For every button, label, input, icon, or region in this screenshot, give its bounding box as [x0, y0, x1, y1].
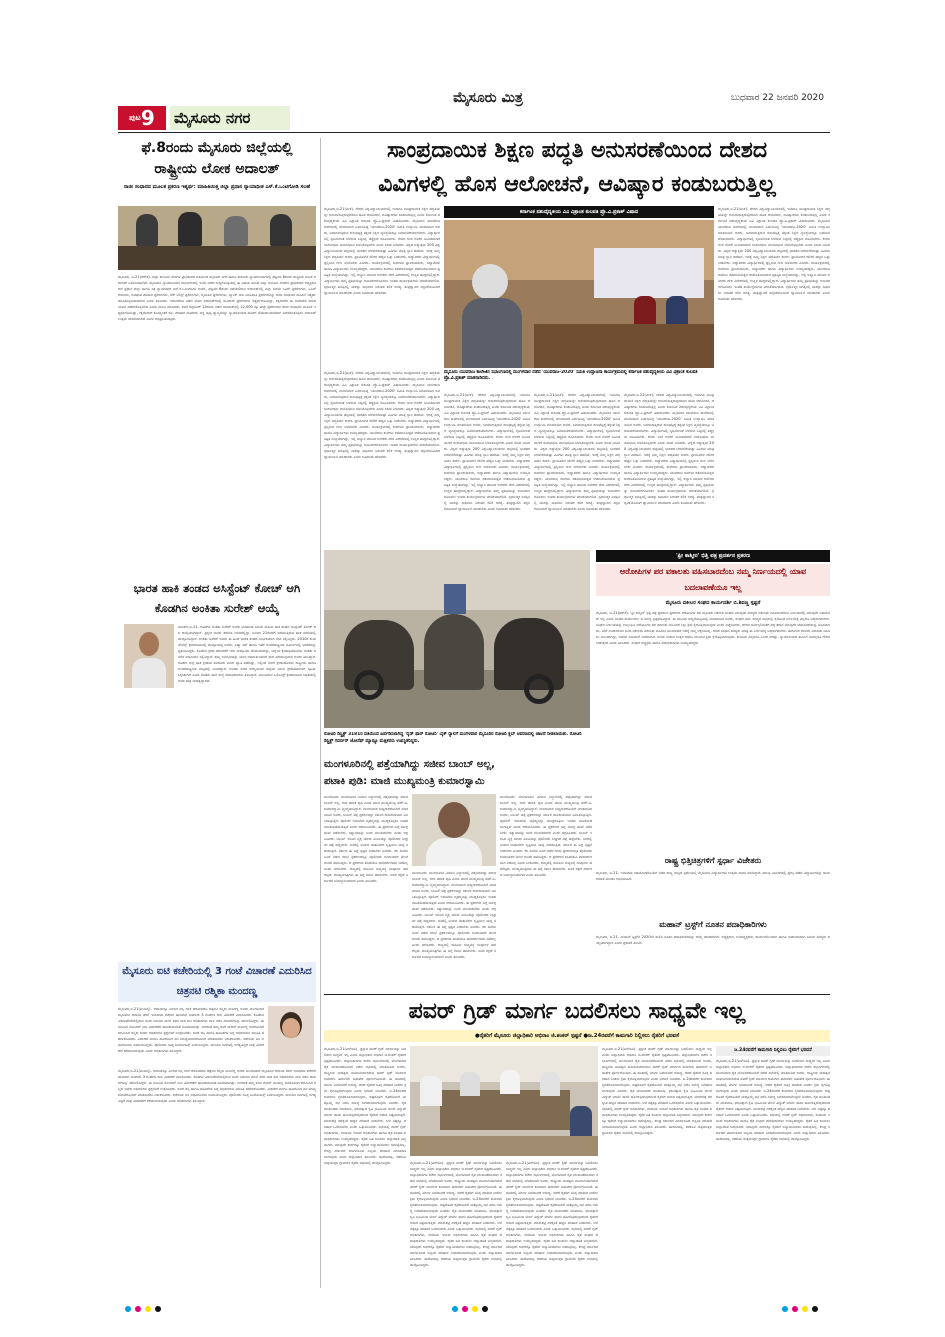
column-rule — [320, 138, 321, 1288]
ankitha-photo — [124, 624, 174, 688]
skating-headline: ರಾಷ್ಟ್ರ ಭಿತ್ತಿಚಿತ್ರಗಳಿಗೆ ಸ್ಪರ್ಧಾ ವಿಜೇತರು — [664, 856, 762, 865]
education-photo-caption: ಮೈಸೂರು ಯುವರಾಜ ಕಾಲೇಜಿನ ಸಭಾಂಗಣದಲ್ಲಿ ಮಂಗಳವಾರ ನಡೆದ 'ಯುವರಾಜ-2020' ಸಮಿತಿ ಉದ್ಘಾಟನಾ ಕಾರ್ಯಕ್ರಮದಲ್ಲಿ ಕರ್ನಾಟಕ ಪಶುವೈದ್ಯಕೀಯ ವಿವಿ ವಿಶ್ರಾಂತ ಕುಲಪತಿ ಪ್ರೊ.ವಿ.ಪ್ರಕಾಶ್ ಮಾತನಾಡಿದರು. — [444, 370, 698, 381]
trust-headline: ಮಹಾನ್ ಟ್ರಸ್ಟ್‌ಗೆ ನೂತನ ಪದಾಧಿಕಾರಿಗಳು — [659, 920, 767, 929]
bomb-body-2: ಮಂಗಳೂರು: ಮಂಗಳೂರಿನ ವಿಮಾನ ನಿಲ್ದಾಣದಲ್ಲಿ ಪತ್ತೆಯಾಗಿದ್ದು ಸಜೀವ ಬಾಂಬ್ ಅಲ್ಲ, ಅದು ಪಟಾಕಿ ಪುಡಿ ಎಂದು ಮಾಜಿ ಮುಖ್ಯಮಂತ್ರಿ ಹೆಚ್.ಡಿ.ಕುಮಾರಸ್ವಾಮಿ ವ್ಯಂಗ್ಯವಾಡಿದ್ದಾರೆ. ಮಂಗಳವಾರ ಸುದ್ದಿಗಾರರೊಂದಿಗೆ ಮಾತನಾಡಿದ ಅವರು, ಬಾಂಬ್ ಪತ್ತೆ ಪ್ರಕರಣವನ್ನು ಸರ್ಕಾರ ರಾಜಕೀಯವಾಗಿ ಬಳಸಿಕೊಳ್ಳುತ್ತಿದೆ. ಪೊಲೀಸ್ ಇಲಾಖೆಯ ವೈಫಲ್ಯವನ್ನು ಮುಚ್ಚಿಕೊಳ್ಳಲು ಇಂತಹ ನಾಟಕವಾಡಲಾಗುತ್ತಿದೆ ಎಂದು ಆರೋಪಿಸಿದರು. ಈ ಪ್ರಕರಣದ ಬಗ್ಗೆ ಸಮಗ್ರ ತನಿಖೆ ನಡೆಸಬೇಕು. ಸತ್ಯಾಂಶವನ್ನು ಜನರ ಮುಂದಿಡಬೇಕು ಎಂದು ಆಗ್ರಹಿಸಿದರು. ಬಾಂಬ್ ಇರಿಸಿದ ವ್ಯಕ್ತಿ ಯಾರು ಎಂಬುದನ್ನು ಪೊಲೀಸರು ಶೀಘ್ರವೇ ಪತ್ತೆ ಹಚ್ಚಬೇಕು. ಜನರಲ್ಲಿ ಭಯದ ವಾತಾವರಣ ಸೃಷ್ಟಿಸುವ ಯತ್ನ ನಡೆಯುತ್ತಿದೆ. ಸರ್ಕಾರ ಈ ಬಗ್ಗೆ ಸ್ಪಷ್ಟನೆ ನೀಡಬೇಕು ಎಂದರು. ಕೆಲ ದಿನಗಳ ಹಿಂದೆ ನಡೆದ ಗಲಭೆ ಪ್ರಕರಣದಲ್ಲೂ ಪೊಲೀಸರು ಅಮಾಯಕರ ಮೇಲೆ ಗುಂಡು ಹಾರಿಸಿದ್ದರು. ಆ ಪ್ರಕರಣದ ತನಿಖೆಯೂ ಪಾರದರ್ಶಕವಾಗಿ ನಡೆದಿಲ್ಲ ಎಂದು ಟೀಕಿಸಿದರು. ರಾಜ್ಯದಲ್ಲಿ ಕಾನೂನು ಸುವ್ಯವಸ್ಥೆ ಸಂಪೂರ್ಣ ಹದಗೆಟ್ಟಿದೆ. ಮುಖ್ಯಮಂತ್ರಿಗಳು ಈ ಬಗ್ಗೆ ಗಮನ ಹರಿಸಬೇಕು. ಜನರ ರಕ್ಷಣೆ ಸರ್ಕಾರದ ಜವಾಬ್ದಾರಿಯಾಗಿದೆ ಎಂದು ತಿಳಿಸಿದರು. — [412, 871, 496, 959]
education-body-left2: ಮೈಸೂರು,ಜ.21(ಎಂಕೆ)- ದೇಶದ ವಿಶ್ವವಿದ್ಯಾನಿಲಯಗಳಲ್ಲಿ ಇಂದಿಗೂ ಸಾಂಪ್ರದಾಯಿಕ ಶಿಕ್ಷಣ ಪದ್ಧತಿಯನ್ನೇ ಅನುಸರಿಸುತ್ತಿರುವುದರಿಂದ ಹೊಸ ಆಲೋಚನೆ, ಆವಿಷ್ಕಾರಗಳು ಕಂಡುಬರುತ್ತಿಲ್ಲ ಎಂದು ಕರ್ನಾಟಕ ಪಶುವೈದ್ಯಕೀಯ ವಿವಿ ವಿಶ್ರಾಂತ ಕುಲಪತಿ ಪ್ರೊ.ವಿ.ಪ್ರಕಾಶ್ ವಿಷಾದಿಸಿದರು. ಮೈಸೂರಿನ ಯುವರಾಜ ಕಾಲೇಜಿನಲ್ಲಿ ಮಂಗಳವಾರ ಏರ್ಪಡಿಸಿದ್ದ 'ಯುವರಾಜ-2020' ಸಮಿತಿ ಉದ್ಘಾಟಿಸಿ ಮಾತನಾಡಿದ ಅವರು, ಬದಲಾಗುತ್ತಿರುವ ಕಾಲಘಟ್ಟಕ್ಕೆ ತಕ್ಕಂತೆ ಶಿಕ್ಷಣ ವ್ಯವಸ್ಥೆಯಲ್ಲೂ ಬದಲಾವಣೆಯಾಗಬೇಕು. ವಿದ್ಯಾರ್ಥಿಗಳಲ್ಲಿ ಸೃಜನಶೀಲತೆ ಬೆಳೆಸುವ ನಿಟ್ಟಿನಲ್ಲಿ ಪಠ್ಯಕ್ರಮ ರೂಪಿಸಬೇಕು. ಕೇವಲ ಅಂಕ ಗಳಿಕೆಗೆ ಸೀಮಿತವಾಗದೆ ಸಂಶೋಧನಾ ಮನೋಭಾವ ಬೆಳೆಸಿಕೊಳ್ಳಬೇಕು ಎಂದು ಸಲಹೆ ನೀಡಿದರು. ವಿಶ್ವದ ಅತ್ಯುತ್ತಮ 200 ವಿಶ್ವವಿದ್ಯಾನಿಲಯಗಳ ಪಟ್ಟಿಯಲ್ಲಿ ಭಾರತದ ಬೆರಳೆಣಿಕೆಯಷ್ಟು ವಿವಿಗಳು ಮಾತ್ರ ಸ್ಥಾನ ಪಡೆದಿವೆ. ಇದಕ್ಕೆ ನಮ್ಮ ಶಿಕ್ಷಣ ಪದ್ಧತಿಯೇ ಕಾರಣ. ಪ್ರಾಯೋಗಿಕ ಕಲಿಕೆಗೆ ಹೆಚ್ಚಿನ ಒತ್ತು ನೀಡಬೇಕು. ಅಧ್ಯಾಪಕರು ವಿದ್ಯಾರ್ಥಿಗಳಲ್ಲಿ ಪ್ರಶ್ನಿಸುವ ಗುಣ ಬೆಳೆಸಬೇಕು ಎಂದರು. ಕಾರ್ಯಕ್ರಮದಲ್ಲಿ ಕಾಲೇಜಿನ ಪ್ರಾಂಶುಪಾಲರು, ಅಧ್ಯಾಪಕರು ಹಾಗೂ ವಿದ್ಯಾರ್ಥಿಗಳು ಉಪಸ್ಥಿತರಿದ್ದರು. ಯುವರಾಜ ಕಾಲೇಜು ಶತಮಾನೋತ್ಸವ ಆಚರಿಸಿಕೊಂಡಿರುವ ಪ್ರತಿಷ್ಠಿತ ಸಂಸ್ಥೆಯಾಗಿದ್ದು, ಇಲ್ಲಿ ಅಭ್ಯಾಸ ಮಾಡಿದ ಅನೇಕರು ದೇಶ ವಿದೇಶಗಳಲ್ಲಿ ಉನ್ನತ ಹುದ್ದೆಗಳಲ್ಲಿದ್ದಾರೆ. ವಿದ್ಯಾರ್ಥಿಗಳು ತಮ್ಮ ಪ್ರತಿಭೆಯನ್ನು ಅನಾವರಣಗೊಳಿಸಲು ಇಂತಹ ಕಾರ್ಯಕ್ರಮಗಳು ವೇದಿಕೆಯಾಗಲಿವೆ. ಸ್ಪರ್ಧಾತ್ಮಕ ಜಗತ್ತಿನಲ್ಲಿ ಯಶಸ್ಸು ಸಾಧಿಸಲು ನಿರಂತರ ಕಲಿಕೆ ಅಗತ್ಯ. ತಂತ್ರಜ್ಞಾನದ ಸದ್ಬಳಕೆಯೊಂದಿಗೆ ಜ್ಞಾನಾರ್ಜನೆ ಮಾಡಬೇಕು ಎಂದು ಕಿವಿಮಾತು ಹೇಳಿದರು. — [324, 371, 440, 459]
kashmir-story — [596, 550, 830, 850]
lok-adalat-photo — [118, 206, 316, 270]
print-dot-magenta — [462, 1306, 468, 1312]
print-dot-yellow — [145, 1306, 151, 1312]
education-body-left: ಮೈಸೂರು,ಜ.21(ಎಂಕೆ)- ದೇಶದ ವಿಶ್ವವಿದ್ಯಾನಿಲಯಗಳಲ್ಲಿ ಇಂದಿಗೂ ಸಾಂಪ್ರದಾಯಿಕ ಶಿಕ್ಷಣ ಪದ್ಧತಿಯನ್ನೇ ಅನುಸರಿಸುತ್ತಿರುವುದರಿಂದ ಹೊಸ ಆಲೋಚನೆ, ಆವಿಷ್ಕಾರಗಳು ಕಂಡುಬರುತ್ತಿಲ್ಲ ಎಂದು ಕರ್ನಾಟಕ ಪಶುವೈದ್ಯಕೀಯ ವಿವಿ ವಿಶ್ರಾಂತ ಕುಲಪತಿ ಪ್ರೊ.ವಿ.ಪ್ರಕಾಶ್ ವಿಷಾದಿಸಿದರು. ಮೈಸೂರಿನ ಯುವರಾಜ ಕಾಲೇಜಿನಲ್ಲಿ ಮಂಗಳವಾರ ಏರ್ಪಡಿಸಿದ್ದ 'ಯುವರಾಜ-2020' ಸಮಿತಿ ಉದ್ಘಾಟಿಸಿ ಮಾತನಾಡಿದ ಅವರು, ಬದಲಾಗುತ್ತಿರುವ ಕಾಲಘಟ್ಟಕ್ಕೆ ತಕ್ಕಂತೆ ಶಿಕ್ಷಣ ವ್ಯವಸ್ಥೆಯಲ್ಲೂ ಬದಲಾವಣೆಯಾಗಬೇಕು. ವಿದ್ಯಾರ್ಥಿಗಳಲ್ಲಿ ಸೃಜನಶೀಲತೆ ಬೆಳೆಸುವ ನಿಟ್ಟಿನಲ್ಲಿ ಪಠ್ಯಕ್ರಮ ರೂಪಿಸಬೇಕು. ಕೇವಲ ಅಂಕ ಗಳಿಕೆಗೆ ಸೀಮಿತವಾಗದೆ ಸಂಶೋಧನಾ ಮನೋಭಾವ ಬೆಳೆಸಿಕೊಳ್ಳಬೇಕು ಎಂದು ಸಲಹೆ ನೀಡಿದರು. ವಿಶ್ವದ ಅತ್ಯುತ್ತಮ 200 ವಿಶ್ವವಿದ್ಯಾನಿಲಯಗಳ ಪಟ್ಟಿಯಲ್ಲಿ ಭಾರತದ ಬೆರಳೆಣಿಕೆಯಷ್ಟು ವಿವಿಗಳು ಮಾತ್ರ ಸ್ಥಾನ ಪಡೆದಿವೆ. ಇದಕ್ಕೆ ನಮ್ಮ ಶಿಕ್ಷಣ ಪದ್ಧತಿಯೇ ಕಾರಣ. ಪ್ರಾಯೋಗಿಕ ಕಲಿಕೆಗೆ ಹೆಚ್ಚಿನ ಒತ್ತು ನೀಡಬೇಕು. ಅಧ್ಯಾಪಕರು ವಿದ್ಯಾರ್ಥಿಗಳಲ್ಲಿ ಪ್ರಶ್ನಿಸುವ ಗುಣ ಬೆಳೆಸಬೇಕು ಎಂದರು. ಕಾರ್ಯಕ್ರಮದಲ್ಲಿ ಕಾಲೇಜಿನ ಪ್ರಾಂಶುಪಾಲರು, ಅಧ್ಯಾಪಕರು ಹಾಗೂ ವಿದ್ಯಾರ್ಥಿಗಳು ಉಪಸ್ಥಿತರಿದ್ದರು. ಯುವರಾಜ ಕಾಲೇಜು ಶತಮಾನೋತ್ಸವ ಆಚರಿಸಿಕೊಂಡಿರುವ ಪ್ರತಿಷ್ಠಿತ ಸಂಸ್ಥೆಯಾಗಿದ್ದು, ಇಲ್ಲಿ ಅಭ್ಯಾಸ ಮಾಡಿದ ಅನೇಕರು ದೇಶ ವಿದೇಶಗಳಲ್ಲಿ ಉನ್ನತ ಹುದ್ದೆಗಳಲ್ಲಿದ್ದಾರೆ. ವಿದ್ಯಾರ್ಥಿಗಳು ತಮ್ಮ ಪ್ರತಿಭೆಯನ್ನು ಅನಾವರಣಗೊಳಿಸಲು ಇಂತಹ ಕಾರ್ಯಕ್ರಮಗಳು ವೇದಿಕೆಯಾಗಲಿವೆ. ಸ್ಪರ್ಧಾತ್ಮಕ ಜಗತ್ತಿನಲ್ಲಿ ಯಶಸ್ಸು ಸಾಧಿಸಲು ನಿರಂತರ ಕಲಿಕೆ ಅಗತ್ಯ. ತಂತ್ರಜ್ಞಾನದ ಸದ್ಬಳಕೆಯೊಂದಿಗೆ ಜ್ಞಾನಾರ್ಜನೆ ಮಾಡಬೇಕು ಎಂದು ಕಿವಿಮಾತು ಹೇಳಿದರು. — [324, 207, 440, 295]
education-body-mid2: ಮೈಸೂರು,ಜ.21(ಎಂಕೆ)- ದೇಶದ ವಿಶ್ವವಿದ್ಯಾನಿಲಯಗಳಲ್ಲಿ ಇಂದಿಗೂ ಸಾಂಪ್ರದಾಯಿಕ ಶಿಕ್ಷಣ ಪದ್ಧತಿಯನ್ನೇ ಅನುಸರಿಸುತ್ತಿರುವುದರಿಂದ ಹೊಸ ಆಲೋಚನೆ, ಆವಿಷ್ಕಾರಗಳು ಕಂಡುಬರುತ್ತಿಲ್ಲ ಎಂದು ಕರ್ನಾಟಕ ಪಶುವೈದ್ಯಕೀಯ ವಿವಿ ವಿಶ್ರಾಂತ ಕುಲಪತಿ ಪ್ರೊ.ವಿ.ಪ್ರಕಾಶ್ ವಿಷಾದಿಸಿದರು. ಮೈಸೂರಿನ ಯುವರಾಜ ಕಾಲೇಜಿನಲ್ಲಿ ಮಂಗಳವಾರ ಏರ್ಪಡಿಸಿದ್ದ 'ಯುವರಾಜ-2020' ಸಮಿತಿ ಉದ್ಘಾಟಿಸಿ ಮಾತನಾಡಿದ ಅವರು, ಬದಲಾಗುತ್ತಿರುವ ಕಾಲಘಟ್ಟಕ್ಕೆ ತಕ್ಕಂತೆ ಶಿಕ್ಷಣ ವ್ಯವಸ್ಥೆಯಲ್ಲೂ ಬದಲಾವಣೆಯಾಗಬೇಕು. ವಿದ್ಯಾರ್ಥಿಗಳಲ್ಲಿ ಸೃಜನಶೀಲತೆ ಬೆಳೆಸುವ ನಿಟ್ಟಿನಲ್ಲಿ ಪಠ್ಯಕ್ರಮ ರೂಪಿಸಬೇಕು. ಕೇವಲ ಅಂಕ ಗಳಿಕೆಗೆ ಸೀಮಿತವಾಗದೆ ಸಂಶೋಧನಾ ಮನೋಭಾವ ಬೆಳೆಸಿಕೊಳ್ಳಬೇಕು ಎಂದು ಸಲಹೆ ನೀಡಿದರು. ವಿಶ್ವದ ಅತ್ಯುತ್ತಮ 200 ವಿಶ್ವವಿದ್ಯಾನಿಲಯಗಳ ಪಟ್ಟಿಯಲ್ಲಿ ಭಾರತದ ಬೆರಳೆಣಿಕೆಯಷ್ಟು ವಿವಿಗಳು ಮಾತ್ರ ಸ್ಥಾನ ಪಡೆದಿವೆ. ಇದಕ್ಕೆ ನಮ್ಮ ಶಿಕ್ಷಣ ಪದ್ಧತಿಯೇ ಕಾರಣ. ಪ್ರಾಯೋಗಿಕ ಕಲಿಕೆಗೆ ಹೆಚ್ಚಿನ ಒತ್ತು ನೀಡಬೇಕು. ಅಧ್ಯಾಪಕರು ವಿದ್ಯಾರ್ಥಿಗಳಲ್ಲಿ ಪ್ರಶ್ನಿಸುವ ಗುಣ ಬೆಳೆಸಬೇಕು ಎಂದರು. ಕಾರ್ಯಕ್ರಮದಲ್ಲಿ ಕಾಲೇಜಿನ ಪ್ರಾಂಶುಪಾಲರು, ಅಧ್ಯಾಪಕರು ಹಾಗೂ ವಿದ್ಯಾರ್ಥಿಗಳು ಉಪಸ್ಥಿತರಿದ್ದರು. ಯುವರಾಜ ಕಾಲೇಜು ಶತಮಾನೋತ್ಸವ ಆಚರಿಸಿಕೊಂಡಿರುವ ಪ್ರತಿಷ್ಠಿತ ಸಂಸ್ಥೆಯಾಗಿದ್ದು, ಇಲ್ಲಿ ಅಭ್ಯಾಸ ಮಾಡಿದ ಅನೇಕರು ದೇಶ ವಿದೇಶಗಳಲ್ಲಿ ಉನ್ನತ ಹುದ್ದೆಗಳಲ್ಲಿದ್ದಾರೆ. ವಿದ್ಯಾರ್ಥಿಗಳು ತಮ್ಮ ಪ್ರತಿಭೆಯನ್ನು ಅನಾವರಣಗೊಳಿಸಲು ಇಂತಹ ಕಾರ್ಯಕ್ರಮಗಳು ವೇದಿಕೆಯಾಗಲಿವೆ. ಸ್ಪರ್ಧಾತ್ಮಕ ಜಗತ್ತಿನಲ್ಲಿ ಯಶಸ್ಸು ಸಾಧಿಸಲು ನಿರಂತರ ಕಲಿಕೆ ಅಗತ್ಯ. ತಂತ್ರಜ್ಞಾನದ ಸದ್ಬಳಕೆಯೊಂದಿಗೆ ಜ್ಞಾನಾರ್ಜನೆ ಮಾಡಬೇಕು ಎಂದು ಕಿವಿಮಾತು ಹೇಳಿದರು. — [534, 393, 620, 511]
hockey-headline: ಭಾರತ ಹಾಕಿ ತಂಡದ ಅಸಿಸ್ಟೆಂಟ್ ಕೋಚ್ ಆಗಿ ಕೊಡಗಿನ ಅಂಕಿತಾ ಸುರೇಶ್ ಆಯ್ಕೆ — [133, 581, 301, 615]
education-body-mid3: ಮೈಸೂರು,ಜ.21(ಎಂಕೆ)- ದೇಶದ ವಿಶ್ವವಿದ್ಯಾನಿಲಯಗಳಲ್ಲಿ ಇಂದಿಗೂ ಸಾಂಪ್ರದಾಯಿಕ ಶಿಕ್ಷಣ ಪದ್ಧತಿಯನ್ನೇ ಅನುಸರಿಸುತ್ತಿರುವುದರಿಂದ ಹೊಸ ಆಲೋಚನೆ, ಆವಿಷ್ಕಾರಗಳು ಕಂಡುಬರುತ್ತಿಲ್ಲ ಎಂದು ಕರ್ನಾಟಕ ಪಶುವೈದ್ಯಕೀಯ ವಿವಿ ವಿಶ್ರಾಂತ ಕುಲಪತಿ ಪ್ರೊ.ವಿ.ಪ್ರಕಾಶ್ ವಿಷಾದಿಸಿದರು. ಮೈಸೂರಿನ ಯುವರಾಜ ಕಾಲೇಜಿನಲ್ಲಿ ಮಂಗಳವಾರ ಏರ್ಪಡಿಸಿದ್ದ 'ಯುವರಾಜ-2020' ಸಮಿತಿ ಉದ್ಘಾಟಿಸಿ ಮಾತನಾಡಿದ ಅವರು, ಬದಲಾಗುತ್ತಿರುವ ಕಾಲಘಟ್ಟಕ್ಕೆ ತಕ್ಕಂತೆ ಶಿಕ್ಷಣ ವ್ಯವಸ್ಥೆಯಲ್ಲೂ ಬದಲಾವಣೆಯಾಗಬೇಕು. ವಿದ್ಯಾರ್ಥಿಗಳಲ್ಲಿ ಸೃಜನಶೀಲತೆ ಬೆಳೆಸುವ ನಿಟ್ಟಿನಲ್ಲಿ ಪಠ್ಯಕ್ರಮ ರೂಪಿಸಬೇಕು. ಕೇವಲ ಅಂಕ ಗಳಿಕೆಗೆ ಸೀಮಿತವಾಗದೆ ಸಂಶೋಧನಾ ಮನೋಭಾವ ಬೆಳೆಸಿಕೊಳ್ಳಬೇಕು ಎಂದು ಸಲಹೆ ನೀಡಿದರು. ವಿಶ್ವದ ಅತ್ಯುತ್ತಮ 200 ವಿಶ್ವವಿದ್ಯಾನಿಲಯಗಳ ಪಟ್ಟಿಯಲ್ಲಿ ಭಾರತದ ಬೆರಳೆಣಿಕೆಯಷ್ಟು ವಿವಿಗಳು ಮಾತ್ರ ಸ್ಥಾನ ಪಡೆದಿವೆ. ಇದಕ್ಕೆ ನಮ್ಮ ಶಿಕ್ಷಣ ಪದ್ಧತಿಯೇ ಕಾರಣ. ಪ್ರಾಯೋಗಿಕ ಕಲಿಕೆಗೆ ಹೆಚ್ಚಿನ ಒತ್ತು ನೀಡಬೇಕು. ಅಧ್ಯಾಪಕರು ವಿದ್ಯಾರ್ಥಿಗಳಲ್ಲಿ ಪ್ರಶ್ನಿಸುವ ಗುಣ ಬೆಳೆಸಬೇಕು ಎಂದರು. ಕಾರ್ಯಕ್ರಮದಲ್ಲಿ ಕಾಲೇಜಿನ ಪ್ರಾಂಶುಪಾಲರು, ಅಧ್ಯಾಪಕರು ಹಾಗೂ ವಿದ್ಯಾರ್ಥಿಗಳು ಉಪಸ್ಥಿತರಿದ್ದರು. ಯುವರಾಜ ಕಾಲೇಜು ಶತಮಾನೋತ್ಸವ ಆಚರಿಸಿಕೊಂಡಿರುವ ಪ್ರತಿಷ್ಠಿತ ಸಂಸ್ಥೆಯಾಗಿದ್ದು, ಇಲ್ಲಿ ಅಭ್ಯಾಸ ಮಾಡಿದ ಅನೇಕರು ದೇಶ ವಿದೇಶಗಳಲ್ಲಿ ಉನ್ನತ ಹುದ್ದೆಗಳಲ್ಲಿದ್ದಾರೆ. ವಿದ್ಯಾರ್ಥಿಗಳು ತಮ್ಮ ಪ್ರತಿಭೆಯನ್ನು ಅನಾವರಣಗೊಳಿಸಲು ಇಂತಹ ಕಾರ್ಯಕ್ರಮಗಳು ವೇದಿಕೆಯಾಗಲಿವೆ. ಸ್ಪರ್ಧಾತ್ಮಕ ಜಗತ್ತಿನಲ್ಲಿ ಯಶಸ್ಸು ಸಾಧಿಸಲು ನಿರಂತರ ಕಲಿಕೆ ಅಗತ್ಯ. ತಂತ್ರಜ್ಞಾನದ ಸದ್ಬಳಕೆಯೊಂದಿಗೆ ಜ್ಞಾನಾರ್ಜನೆ ಮಾಡಬೇಕು ಎಂದು ಕಿವಿಮಾತು ಹೇಳಿದರು. — [624, 393, 714, 505]
lok-adalat-subhead: ರಾಜೀ ಸಂಧಾನದ ಮೂಲಕ ಪ್ರಕರಣ ಇತ್ಯರ್ಥ: ಮಾಹಿತಿಯಿತ್ತ ಜಿಲ್ಲಾ ಪ್ರಧಾನ ನ್ಯಾಯಾಧೀಶ ಎಸ್.ಕೆ.ಒಂಟಿಗೋಡಿ ಸಲಹೆ — [124, 184, 310, 190]
bomb-headline-1: ಮಂಗಳೂರಿನಲ್ಲಿ ಪತ್ತೆಯಾಗಿದ್ದು ಸಜೀವ ಬಾಂಬ್ ಅಲ್ಲ, — [324, 759, 495, 770]
power-grid-body-1: ಮೈಸೂರು,ಜ.21(ಎಸ್‌ಬಿಡಿ)- ಪ್ರಸ್ತುತ ಪವರ್ ಗ್ರಿಡ್ ಮಾರ್ಗವನ್ನು ಬದಲಿಸಲು ಸಾಧ್ಯವೇ ಇಲ್ಲ ಎಂದು ಜಿಲ್ಲಾಧಿಕಾರಿ ಅಭಿರಾಂ ಜಿ.ಶಂಕರ್ ರೈತರಿಗೆ ಸ್ಪಷ್ಟಪಡಿಸಿದರು. ಜಿಲ್ಲಾಧಿಕಾರಿಗಳ ಕಚೇರಿ ಸಭಾಂಗಣದಲ್ಲಿ ಮಂಗಳವಾರ ರೈತ ಮುಖಂಡರೊಂದಿಗೆ ನಡೆದ ಸಭೆಯಲ್ಲಿ ಮಾತನಾಡಿದ ಅವರು, ರಾಷ್ಟ್ರೀಯ ಮಹತ್ವದ ಯೋಜನೆಯಾಗಿರುವ ಪವರ್ ಗ್ರಿಡ್ ಮಾರ್ಗದ ಕಾಮಗಾರಿ ಈಗಾಗಲೇ ಬಹುತೇಕ ಪೂರ್ಣಗೊಂಡಿದೆ. ಈ ಹಂತದಲ್ಲಿ ಮಾರ್ಗ ಬದಲಾವಣೆ ಅಸಾಧ್ಯ. ಆದರೆ ರೈತರಿಗೆ ಸೂಕ್ತ ಪರಿಹಾರ ನೀಡಲು ಕ್ರಮ ಕೈಗೊಳ್ಳಲಾಗುವುದು ಎಂದು ಭರವಸೆ ನೀಡಿದರು. ಜ.24ರವರೆಗೆ ಕಾಮಗಾರಿ ಸ್ಥಗಿತಗೊಳಿಸಲಾಗುವುದು. ಅಷ್ಟರೊಳಗೆ ರೈತರೊಂದಿಗೆ ಮತ್ತೊಮ್ಮೆ ಸಭೆ ನಡೆಸಿ ಸಮಸ್ಯೆ ಬಗೆಹರಿಸಲಾಗುವುದು ಎಂದರು. ರೈತ ಮುಖಂಡರು ಮಾತನಾಡಿ, ಫಲವತ್ತಾದ ಕೃಷಿ ಭೂಮಿಯ ಮೇಲೆ ವಿದ್ಯುತ್ ಮಾರ್ಗ ಹಾದು ಹೋಗುತ್ತಿರುವುದರಿಂದ ರೈತರಿಗೆ ಅಪಾರ ನಷ್ಟವಾಗುತ್ತಿದೆ. ಮಾರುಕಟ್ಟೆ ದರಕ್ಕಿಂತ ಹೆಚ್ಚಿನ ಪರಿಹಾರ ನೀಡಬೇಕು. ಬೆಳೆ ನಷ್ಟಕ್ಕೂ ಪರಿಹಾರ ಒದಗಿಸಬೇಕು ಎಂದು ಒತ್ತಾಯಿಸಿದರು. ಸಭೆಯಲ್ಲಿ ಪವರ್ ಗ್ರಿಡ್ ಅಧಿಕಾರಿಗಳು, ಕಂದಾಯ ಇಲಾಖೆ ಅಧಿಕಾರಿಗಳು ಹಾಗೂ ರೈತ ಸಂಘದ ಪದಾಧಿಕಾರಿಗಳು ಉಪಸ್ಥಿತರಿದ್ದರು. ರೈತರ ಹಿತ ಕಾಯಲು ಜಿಲ್ಲಾಡಳಿತ ಬದ್ಧವಾಗಿದೆ. ಯಾವುದೇ ಕಾರಣಕ್ಕೂ ರೈತರಿಗೆ ಅನ್ಯಾಯವಾಗಲು ಬಿಡುವುದಿಲ್ಲ. ಕೇಂದ್ರ ಸರ್ಕಾರದ ಮಾರ್ಗಸೂಚಿ ಅನ್ವಯ ಪರಿಹಾರ ನಿಗದಿಪಡಿಸಲಾಗುವುದು ಎಂದು ಜಿಲ್ಲಾಧಿಕಾರಿ ತಿಳಿಸಿದರು. ಹಾರೋಹಳ್ಳಿ, ಕಡಕೊಳ ಸುತ್ತಮುತ್ತಲ ಗ್ರಾಮಗಳ ರೈತರು ಸಭೆಯಲ್ಲಿ ಪಾಲ್ಗೊಂಡಿದ್ದರು. — [324, 1047, 406, 1165]
paper-name: ಮೈಸೂರು ಮಿತ್ರ — [453, 90, 523, 106]
education-headline-1: ಸಾಂಪ್ರದಾಯಿಕ ಶಿಕ್ಷಣ ಪದ್ಧತಿ ಅನುಸರಣೆಯಿಂದ ದೇಶದ — [386, 138, 768, 163]
rashmika-body: ಮೈಸೂರು,ಜ.21(ಎಂಟಿವೈ)- ಆದಾಯಕ್ಕೂ ಮೀರಿದ ಆಸ್ತಿ ಗಳಿಕೆ ಆರೋಪದಡಿ ಚಿತ್ರನಟಿ ರಶ್ಮಿಕಾ ಮಂದಣ್ಣ ಅವರು ಮಂಗಳವಾರ ಮೈಸೂರಿನ ಆದಾಯ ತೆರಿಗೆ ಇಲಾಖೆಯ ಕಚೇರಿಗೆ ಹಾಜರಾಗಿ ಸುಮಾರು 3 ಗಂಟೆಗಳ ಕಾಲ ವಿಚಾರಣೆ ಎದುರಿಸಿದರು. ಕೊಡಗಿನ ವಿರಾಜಪೇಟೆಯಲ್ಲಿರುವ ಅವರ ನಿವಾಸದ ಮೇಲೆ ಕಳೆದ ವಾರ ಐಟಿ ಅಧಿಕಾರಿಗಳು ದಾಳಿ ನಡೆಸಿ ದಾಖಲೆಗಳನ್ನು ಪರಿಶೀಲಿಸಿದ್ದರು. ಈ ಸಂಬಂಧ ನೋಟೀಸ್ ನೀಡಿ ವಿಚಾರಣೆಗೆ ಹಾಜರಾಗುವಂತೆ ಸೂಚಿಸಲಾಗಿತ್ತು. ಅದರಂತೆ ತಮ್ಮ ತಂದೆ ಮದನ್ ಮಂದಣ್ಣ ಅವರೊಂದಿಗೆ ಆಗಮಿಸಿದ ರಶ್ಮಿಕಾ ಅವರು ಅಧಿಕಾರಿಗಳ ಪ್ರಶ್ನೆಗಳಿಗೆ ಉತ್ತರಿಸಿದರು. ಅವರ ಆಸ್ತಿ ಹಾಗೂ ಹೂಡಿಕೆಗಳ ಬಗ್ಗೆ ಅಧಿಕಾರಿಗಳು ಮಾಹಿತಿ ಪಡೆದುಕೊಂಡರು. ವಿಚಾರಣೆ ಮುಗಿಸಿ ಹೊರಬಂದ ನಟಿ ಮಾಧ್ಯಮದವರೊಂದಿಗೆ ಮಾತನಾಡಲು ನಿರಾಕರಿಸಿದರು. ಕಚೇರಿಯ ಬಳಿ ಅಭಿಮಾನಿಗಳು ಜಮಾಯಿಸಿದ್ದರು. ಪೊಲೀಸರು ಸೂಕ್ತ ಬಂದೋಬಸ್ತ್ ಏರ್ಪಡಿಸಿದ್ದರು. ಮುಂದಿನ ದಿನಗಳಲ್ಲಿ ಅಗತ್ಯವಿದ್ದರೆ ಮತ್ತೆ ವಿಚಾರಣೆಗೆ ಕರೆಯಲಾಗುವುದು ಎಂದು ಅಧಿಕಾರಿಗಳು ತಿಳಿಸಿದ್ದಾರೆ. — [118, 1007, 264, 1053]
print-marks-center — [452, 1306, 492, 1314]
bikers-caption: ರೋಟರಿ ಡಿಸ್ಟ್ರಿಕ್ಟ್ 3181ರ ವತಿಯಿಂದ ಏರ್ಪಡಿಸಲಾಗಿದ್ದ 'ರೈಡ್ ಫಾರ್ ರೋಟರಿ' ಬೈಕ್ ರ‍್ಯಾಲಿಗೆ ಮಂಗಳವಾರ ಮೈಸೂರಿನ ರೋಟರಿ ಕ್ಲಬ್ ಆವರಣದಲ್ಲಿ ಚಾಲನೆ ನೀಡಲಾಯಿತು. ರೋಟರಿ ಡಿಸ್ಟ್ರಿಕ್ಟ್ ಗವರ್ನರ್ ಜೋಸೆಫ್ ಮ್ಯಾಥ್ಯೂ ಮತ್ತಿತರರು ಉಪಸ್ಥಿತರಿದ್ದರು. — [324, 732, 582, 744]
print-marks-left — [125, 1306, 165, 1314]
issue-date: ಬುಧವಾರ 22 ಜನವರಿ 2020 — [730, 93, 824, 103]
education-body-right: ಮೈಸೂರು,ಜ.21(ಎಂಕೆ)- ದೇಶದ ವಿಶ್ವವಿದ್ಯಾನಿಲಯಗಳಲ್ಲಿ ಇಂದಿಗೂ ಸಾಂಪ್ರದಾಯಿಕ ಶಿಕ್ಷಣ ಪದ್ಧತಿಯನ್ನೇ ಅನುಸರಿಸುತ್ತಿರುವುದರಿಂದ ಹೊಸ ಆಲೋಚನೆ, ಆವಿಷ್ಕಾರಗಳು ಕಂಡುಬರುತ್ತಿಲ್ಲ ಎಂದು ಕರ್ನಾಟಕ ಪಶುವೈದ್ಯಕೀಯ ವಿವಿ ವಿಶ್ರಾಂತ ಕುಲಪತಿ ಪ್ರೊ.ವಿ.ಪ್ರಕಾಶ್ ವಿಷಾದಿಸಿದರು. ಮೈಸೂರಿನ ಯುವರಾಜ ಕಾಲೇಜಿನಲ್ಲಿ ಮಂಗಳವಾರ ಏರ್ಪಡಿಸಿದ್ದ 'ಯುವರಾಜ-2020' ಸಮಿತಿ ಉದ್ಘಾಟಿಸಿ ಮಾತನಾಡಿದ ಅವರು, ಬದಲಾಗುತ್ತಿರುವ ಕಾಲಘಟ್ಟಕ್ಕೆ ತಕ್ಕಂತೆ ಶಿಕ್ಷಣ ವ್ಯವಸ್ಥೆಯಲ್ಲೂ ಬದಲಾವಣೆಯಾಗಬೇಕು. ವಿದ್ಯಾರ್ಥಿಗಳಲ್ಲಿ ಸೃಜನಶೀಲತೆ ಬೆಳೆಸುವ ನಿಟ್ಟಿನಲ್ಲಿ ಪಠ್ಯಕ್ರಮ ರೂಪಿಸಬೇಕು. ಕೇವಲ ಅಂಕ ಗಳಿಕೆಗೆ ಸೀಮಿತವಾಗದೆ ಸಂಶೋಧನಾ ಮನೋಭಾವ ಬೆಳೆಸಿಕೊಳ್ಳಬೇಕು ಎಂದು ಸಲಹೆ ನೀಡಿದರು. ವಿಶ್ವದ ಅತ್ಯುತ್ತಮ 200 ವಿಶ್ವವಿದ್ಯಾನಿಲಯಗಳ ಪಟ್ಟಿಯಲ್ಲಿ ಭಾರತದ ಬೆರಳೆಣಿಕೆಯಷ್ಟು ವಿವಿಗಳು ಮಾತ್ರ ಸ್ಥಾನ ಪಡೆದಿವೆ. ಇದಕ್ಕೆ ನಮ್ಮ ಶಿಕ್ಷಣ ಪದ್ಧತಿಯೇ ಕಾರಣ. ಪ್ರಾಯೋಗಿಕ ಕಲಿಕೆಗೆ ಹೆಚ್ಚಿನ ಒತ್ತು ನೀಡಬೇಕು. ಅಧ್ಯಾಪಕರು ವಿದ್ಯಾರ್ಥಿಗಳಲ್ಲಿ ಪ್ರಶ್ನಿಸುವ ಗುಣ ಬೆಳೆಸಬೇಕು ಎಂದರು. ಕಾರ್ಯಕ್ರಮದಲ್ಲಿ ಕಾಲೇಜಿನ ಪ್ರಾಂಶುಪಾಲರು, ಅಧ್ಯಾಪಕರು ಹಾಗೂ ವಿದ್ಯಾರ್ಥಿಗಳು ಉಪಸ್ಥಿತರಿದ್ದರು. ಯುವರಾಜ ಕಾಲೇಜು ಶತಮಾನೋತ್ಸವ ಆಚರಿಸಿಕೊಂಡಿರುವ ಪ್ರತಿಷ್ಠಿತ ಸಂಸ್ಥೆಯಾಗಿದ್ದು, ಇಲ್ಲಿ ಅಭ್ಯಾಸ ಮಾಡಿದ ಅನೇಕರು ದೇಶ ವಿದೇಶಗಳಲ್ಲಿ ಉನ್ನತ ಹುದ್ದೆಗಳಲ್ಲಿದ್ದಾರೆ. ವಿದ್ಯಾರ್ಥಿಗಳು ತಮ್ಮ ಪ್ರತಿಭೆಯನ್ನು ಅನಾವರಣಗೊಳಿಸಲು ಇಂತಹ ಕಾರ್ಯಕ್ರಮಗಳು ವೇದಿಕೆಯಾಗಲಿವೆ. ಸ್ಪರ್ಧಾತ್ಮಕ ಜಗತ್ತಿನಲ್ಲಿ ಯಶಸ್ಸು ಸಾಧಿಸಲು ನಿರಂತರ ಕಲಿಕೆ ಅಗತ್ಯ. ತಂತ್ರಜ್ಞಾನದ ಸದ್ಬಳಕೆಯೊಂದಿಗೆ ಜ್ಞಾನಾರ್ಜನೆ ಮಾಡಬೇಕು ಎಂದು ಕಿವಿಮಾತು ಹೇಳಿದರು. — [718, 207, 830, 301]
print-marks-right — [782, 1306, 822, 1314]
power-grid-rule — [324, 994, 830, 995]
bomb-headline-2: ಪಟಾಕಿ ಪುಡಿ: ಮಾಜಿ ಮುಖ್ಯಮಂತ್ರಿ ಕುಮಾರಸ್ವಾಮಿ — [324, 776, 485, 787]
education-story — [324, 134, 830, 544]
rashmika-body-cont: ಮೈಸೂರು,ಜ.21(ಎಂಟಿವೈ)- ಆದಾಯಕ್ಕೂ ಮೀರಿದ ಆಸ್ತಿ ಗಳಿಕೆ ಆರೋಪದಡಿ ಚಿತ್ರನಟಿ ರಶ್ಮಿಕಾ ಮಂದಣ್ಣ ಅವರು ಮಂಗಳವಾರ ಮೈಸೂರಿನ ಆದಾಯ ತೆರಿಗೆ ಇಲಾಖೆಯ ಕಚೇರಿಗೆ ಹಾಜರಾಗಿ ಸುಮಾರು 3 ಗಂಟೆಗಳ ಕಾಲ ವಿಚಾರಣೆ ಎದುರಿಸಿದರು. ಕೊಡಗಿನ ವಿರಾಜಪೇಟೆಯಲ್ಲಿರುವ ಅವರ ನಿವಾಸದ ಮೇಲೆ ಕಳೆದ ವಾರ ಐಟಿ ಅಧಿಕಾರಿಗಳು ದಾಳಿ ನಡೆಸಿ ದಾಖಲೆಗಳನ್ನು ಪರಿಶೀಲಿಸಿದ್ದರು. ಈ ಸಂಬಂಧ ನೋಟೀಸ್ ನೀಡಿ ವಿಚಾರಣೆಗೆ ಹಾಜರಾಗುವಂತೆ ಸೂಚಿಸಲಾಗಿತ್ತು. ಅದರಂತೆ ತಮ್ಮ ತಂದೆ ಮದನ್ ಮಂದಣ್ಣ ಅವರೊಂದಿಗೆ ಆಗಮಿಸಿದ ರಶ್ಮಿಕಾ ಅವರು ಅಧಿಕಾರಿಗಳ ಪ್ರಶ್ನೆಗಳಿಗೆ ಉತ್ತರಿಸಿದರು. ಅವರ ಆಸ್ತಿ ಹಾಗೂ ಹೂಡಿಕೆಗಳ ಬಗ್ಗೆ ಅಧಿಕಾರಿಗಳು ಮಾಹಿತಿ ಪಡೆದುಕೊಂಡರು. ವಿಚಾರಣೆ ಮುಗಿಸಿ ಹೊರಬಂದ ನಟಿ ಮಾಧ್ಯಮದವರೊಂದಿಗೆ ಮಾತನಾಡಲು ನಿರಾಕರಿಸಿದರು. ಕಚೇರಿಯ ಬಳಿ ಅಭಿಮಾನಿಗಳು ಜಮಾಯಿಸಿದ್ದರು. ಪೊಲೀಸರು ಸೂಕ್ತ ಬಂದೋಬಸ್ತ್ ಏರ್ಪಡಿಸಿದ್ದರು. ಮುಂದಿನ ದಿನಗಳಲ್ಲಿ ಅಗತ್ಯವಿದ್ದರೆ ಮತ್ತೆ ವಿಚಾರಣೆಗೆ ಕರೆಯಲಾಗುವುದು ಎಂದು ಅಧಿಕಾರಿಗಳು ತಿಳಿಸಿದ್ದಾರೆ. — [118, 1069, 316, 1103]
print-dot-yellow — [802, 1306, 808, 1312]
print-dot-black — [812, 1306, 818, 1312]
newspaper-page — [118, 78, 830, 1308]
trust-story — [596, 918, 830, 990]
lok-adalat-headline: ಫೆ.8ರಂದು ಮೈಸೂರು ಜಿಲ್ಲೆಯಲ್ಲಿ ರಾಷ್ಟ್ರೀಯ ಲೋಕ ಅದಾಲತ್ — [141, 140, 293, 177]
print-dot-cyan — [452, 1306, 458, 1312]
power-grid-headline: ಪವರ್ ಗ್ರಿಡ್ ಮಾರ್ಗ ಬದಲಿಸಲು ಸಾಧ್ಯವೇ ಇಲ್ಲ — [408, 999, 746, 1024]
kashmir-subhead: ಮೈಸೂರು ವಕೀಲರ ಸಂಘದ ಕಾರ್ಯದರ್ಶಿ ಬಿ.ಶಿವಣ್ಣ ಸ್ಪಷ್ಟನೆ — [665, 600, 761, 606]
print-dot-yellow — [472, 1306, 478, 1312]
kashmir-label: 'ಫ್ರೀ ಕಾಶ್ಮೀರ' ಭಿತ್ತಿ ಪತ್ರ ಪ್ರದರ್ಶನ ಪ್ರಕರಣ — [596, 550, 830, 562]
kumaraswamy-photo — [412, 794, 496, 866]
section-label: ಮೈಸೂರು ನಗರ — [170, 106, 290, 130]
print-dot-black — [155, 1306, 161, 1312]
power-grid-photo — [410, 1046, 598, 1156]
print-dot-cyan — [782, 1306, 788, 1312]
bomb-story — [324, 756, 592, 992]
hockey-story — [118, 578, 316, 958]
print-dot-black — [482, 1306, 488, 1312]
kashmir-headline: ಆರೋಪಿಗಳ ಪರ ವಕಾಲತು ವಹಿಸಬಾರದೆಂಬ ನಮ್ಮ ನಿರ್ಣಯದಲ್ಲಿ ಯಾವ ಬದಲಾವಣೆಯೂ ಇಲ್ಲ — [619, 567, 807, 592]
masthead-rule — [118, 132, 830, 133]
education-headline-2: ವಿವಿಗಳಲ್ಲಿ ಹೊಸ ಆಲೋಚನೆ, ಆವಿಷ್ಕಾರ ಕಂಡುಬರುತ್ತಿಲ್ಲ — [378, 172, 776, 197]
education-photo — [444, 220, 714, 368]
rashmika-photo — [268, 1006, 314, 1064]
rashmika-headline: ಮೈಸೂರು ಐಟಿ ಕಚೇರಿಯಲ್ಲಿ 3 ಗಂಟೆ ವಿಚಾರಣೆ ಎದುರಿಸಿದ ಚಿತ್ರನಟಿ ರಶ್ಮಿಕಾ ಮಂದಣ್ಣ — [122, 966, 312, 997]
page-number-badge: $^{ಪುಟ}$9 — [118, 106, 166, 130]
education-body-mid1: ಮೈಸೂರು,ಜ.21(ಎಂಕೆ)- ದೇಶದ ವಿಶ್ವವಿದ್ಯಾನಿಲಯಗಳಲ್ಲಿ ಇಂದಿಗೂ ಸಾಂಪ್ರದಾಯಿಕ ಶಿಕ್ಷಣ ಪದ್ಧತಿಯನ್ನೇ ಅನುಸರಿಸುತ್ತಿರುವುದರಿಂದ ಹೊಸ ಆಲೋಚನೆ, ಆವಿಷ್ಕಾರಗಳು ಕಂಡುಬರುತ್ತಿಲ್ಲ ಎಂದು ಕರ್ನಾಟಕ ಪಶುವೈದ್ಯಕೀಯ ವಿವಿ ವಿಶ್ರಾಂತ ಕುಲಪತಿ ಪ್ರೊ.ವಿ.ಪ್ರಕಾಶ್ ವಿಷಾದಿಸಿದರು. ಮೈಸೂರಿನ ಯುವರಾಜ ಕಾಲೇಜಿನಲ್ಲಿ ಮಂಗಳವಾರ ಏರ್ಪಡಿಸಿದ್ದ 'ಯುವರಾಜ-2020' ಸಮಿತಿ ಉದ್ಘಾಟಿಸಿ ಮಾತನಾಡಿದ ಅವರು, ಬದಲಾಗುತ್ತಿರುವ ಕಾಲಘಟ್ಟಕ್ಕೆ ತಕ್ಕಂತೆ ಶಿಕ್ಷಣ ವ್ಯವಸ್ಥೆಯಲ್ಲೂ ಬದಲಾವಣೆಯಾಗಬೇಕು. ವಿದ್ಯಾರ್ಥಿಗಳಲ್ಲಿ ಸೃಜನಶೀಲತೆ ಬೆಳೆಸುವ ನಿಟ್ಟಿನಲ್ಲಿ ಪಠ್ಯಕ್ರಮ ರೂಪಿಸಬೇಕು. ಕೇವಲ ಅಂಕ ಗಳಿಕೆಗೆ ಸೀಮಿತವಾಗದೆ ಸಂಶೋಧನಾ ಮನೋಭಾವ ಬೆಳೆಸಿಕೊಳ್ಳಬೇಕು ಎಂದು ಸಲಹೆ ನೀಡಿದರು. ವಿಶ್ವದ ಅತ್ಯುತ್ತಮ 200 ವಿಶ್ವವಿದ್ಯಾನಿಲಯಗಳ ಪಟ್ಟಿಯಲ್ಲಿ ಭಾರತದ ಬೆರಳೆಣಿಕೆಯಷ್ಟು ವಿವಿಗಳು ಮಾತ್ರ ಸ್ಥಾನ ಪಡೆದಿವೆ. ಇದಕ್ಕೆ ನಮ್ಮ ಶಿಕ್ಷಣ ಪದ್ಧತಿಯೇ ಕಾರಣ. ಪ್ರಾಯೋಗಿಕ ಕಲಿಕೆಗೆ ಹೆಚ್ಚಿನ ಒತ್ತು ನೀಡಬೇಕು. ಅಧ್ಯಾಪಕರು ವಿದ್ಯಾರ್ಥಿಗಳಲ್ಲಿ ಪ್ರಶ್ನಿಸುವ ಗುಣ ಬೆಳೆಸಬೇಕು ಎಂದರು. ಕಾರ್ಯಕ್ರಮದಲ್ಲಿ ಕಾಲೇಜಿನ ಪ್ರಾಂಶುಪಾಲರು, ಅಧ್ಯಾಪಕರು ಹಾಗೂ ವಿದ್ಯಾರ್ಥಿಗಳು ಉಪಸ್ಥಿತರಿದ್ದರು. ಯುವರಾಜ ಕಾಲೇಜು ಶತಮಾನೋತ್ಸವ ಆಚರಿಸಿಕೊಂಡಿರುವ ಪ್ರತಿಷ್ಠಿತ ಸಂಸ್ಥೆಯಾಗಿದ್ದು, ಇಲ್ಲಿ ಅಭ್ಯಾಸ ಮಾಡಿದ ಅನೇಕರು ದೇಶ ವಿದೇಶಗಳಲ್ಲಿ ಉನ್ನತ ಹುದ್ದೆಗಳಲ್ಲಿದ್ದಾರೆ. ವಿದ್ಯಾರ್ಥಿಗಳು ತಮ್ಮ ಪ್ರತಿಭೆಯನ್ನು ಅನಾವರಣಗೊಳಿಸಲು ಇಂತಹ ಕಾರ್ಯಕ್ರಮಗಳು ವೇದಿಕೆಯಾಗಲಿವೆ. ಸ್ಪರ್ಧಾತ್ಮಕ ಜಗತ್ತಿನಲ್ಲಿ ಯಶಸ್ಸು ಸಾಧಿಸಲು ನಿರಂತರ ಕಲಿಕೆ ಅಗತ್ಯ. ತಂತ್ರಜ್ಞಾನದ ಸದ್ಬಳಕೆಯೊಂದಿಗೆ ಜ್ಞಾನಾರ್ಜನೆ ಮಾಡಬೇಕು ಎಂದು ಕಿವಿಮಾತು ಹೇಳಿದರು. — [444, 393, 530, 511]
bikers-photo — [324, 550, 590, 728]
print-dot-magenta — [135, 1306, 141, 1312]
bomb-body-3: ಮಂಗಳೂರು: ಮಂಗಳೂರಿನ ವಿಮಾನ ನಿಲ್ದಾಣದಲ್ಲಿ ಪತ್ತೆಯಾಗಿದ್ದು ಸಜೀವ ಬಾಂಬ್ ಅಲ್ಲ, ಅದು ಪಟಾಕಿ ಪುಡಿ ಎಂದು ಮಾಜಿ ಮುಖ್ಯಮಂತ್ರಿ ಹೆಚ್.ಡಿ.ಕುಮಾರಸ್ವಾಮಿ ವ್ಯಂಗ್ಯವಾಡಿದ್ದಾರೆ. ಮಂಗಳವಾರ ಸುದ್ದಿಗಾರರೊಂದಿಗೆ ಮಾತನಾಡಿದ ಅವರು, ಬಾಂಬ್ ಪತ್ತೆ ಪ್ರಕರಣವನ್ನು ಸರ್ಕಾರ ರಾಜಕೀಯವಾಗಿ ಬಳಸಿಕೊಳ್ಳುತ್ತಿದೆ. ಪೊಲೀಸ್ ಇಲಾಖೆಯ ವೈಫಲ್ಯವನ್ನು ಮುಚ್ಚಿಕೊಳ್ಳಲು ಇಂತಹ ನಾಟಕವಾಡಲಾಗುತ್ತಿದೆ ಎಂದು ಆರೋಪಿಸಿದರು. ಈ ಪ್ರಕರಣದ ಬಗ್ಗೆ ಸಮಗ್ರ ತನಿಖೆ ನಡೆಸಬೇಕು. ಸತ್ಯಾಂಶವನ್ನು ಜನರ ಮುಂದಿಡಬೇಕು ಎಂದು ಆಗ್ರಹಿಸಿದರು. ಬಾಂಬ್ ಇರಿಸಿದ ವ್ಯಕ್ತಿ ಯಾರು ಎಂಬುದನ್ನು ಪೊಲೀಸರು ಶೀಘ್ರವೇ ಪತ್ತೆ ಹಚ್ಚಬೇಕು. ಜನರಲ್ಲಿ ಭಯದ ವಾತಾವರಣ ಸೃಷ್ಟಿಸುವ ಯತ್ನ ನಡೆಯುತ್ತಿದೆ. ಸರ್ಕಾರ ಈ ಬಗ್ಗೆ ಸ್ಪಷ್ಟನೆ ನೀಡಬೇಕು ಎಂದರು. ಕೆಲ ದಿನಗಳ ಹಿಂದೆ ನಡೆದ ಗಲಭೆ ಪ್ರಕರಣದಲ್ಲೂ ಪೊಲೀಸರು ಅಮಾಯಕರ ಮೇಲೆ ಗುಂಡು ಹಾರಿಸಿದ್ದರು. ಆ ಪ್ರಕರಣದ ತನಿಖೆಯೂ ಪಾರದರ್ಶಕವಾಗಿ ನಡೆದಿಲ್ಲ ಎಂದು ಟೀಕಿಸಿದರು. ರಾಜ್ಯದಲ್ಲಿ ಕಾನೂನು ಸುವ್ಯವಸ್ಥೆ ಸಂಪೂರ್ಣ ಹದಗೆಟ್ಟಿದೆ. ಮುಖ್ಯಮಂತ್ರಿಗಳು ಈ ಬಗ್ಗೆ ಗಮನ ಹರಿಸಬೇಕು. ಜನರ ರಕ್ಷಣೆ ಸರ್ಕಾರದ ಜವಾಬ್ದಾರಿಯಾಗಿದೆ ಎಂದು ತಿಳಿಸಿದರು. — [500, 795, 592, 877]
rashmika-story — [118, 962, 316, 1274]
lok-adalat-story — [118, 138, 316, 576]
education-kicker: ಕರ್ನಾಟಕ ಪಶುವೈದ್ಯಕೀಯ ವಿವಿ ವಿಶ್ರಾಂತ ಕುಲಪತಿ ಪ್ರೊ.ವಿ.ಪ್ರಕಾಶ್ ವಿಷಾದ — [444, 206, 714, 218]
power-grid-body-5: ಮೈಸೂರು,ಜ.21(ಎಸ್‌ಬಿಡಿ)- ಪ್ರಸ್ತುತ ಪವರ್ ಗ್ರಿಡ್ ಮಾರ್ಗವನ್ನು ಬದಲಿಸಲು ಸಾಧ್ಯವೇ ಇಲ್ಲ ಎಂದು ಜಿಲ್ಲಾಧಿಕಾರಿ ಅಭಿರಾಂ ಜಿ.ಶಂಕರ್ ರೈತರಿಗೆ ಸ್ಪಷ್ಟಪಡಿಸಿದರು. ಜಿಲ್ಲಾಧಿಕಾರಿಗಳ ಕಚೇರಿ ಸಭಾಂಗಣದಲ್ಲಿ ಮಂಗಳವಾರ ರೈತ ಮುಖಂಡರೊಂದಿಗೆ ನಡೆದ ಸಭೆಯಲ್ಲಿ ಮಾತನಾಡಿದ ಅವರು, ರಾಷ್ಟ್ರೀಯ ಮಹತ್ವದ ಯೋಜನೆಯಾಗಿರುವ ಪವರ್ ಗ್ರಿಡ್ ಮಾರ್ಗದ ಕಾಮಗಾರಿ ಈಗಾಗಲೇ ಬಹುತೇಕ ಪೂರ್ಣಗೊಂಡಿದೆ. ಈ ಹಂತದಲ್ಲಿ ಮಾರ್ಗ ಬದಲಾವಣೆ ಅಸಾಧ್ಯ. ಆದರೆ ರೈತರಿಗೆ ಸೂಕ್ತ ಪರಿಹಾರ ನೀಡಲು ಕ್ರಮ ಕೈಗೊಳ್ಳಲಾಗುವುದು ಎಂದು ಭರವಸೆ ನೀಡಿದರು. ಜ.24ರವರೆಗೆ ಕಾಮಗಾರಿ ಸ್ಥಗಿತಗೊಳಿಸಲಾಗುವುದು. ಅಷ್ಟರೊಳಗೆ ರೈತರೊಂದಿಗೆ ಮತ್ತೊಮ್ಮೆ ಸಭೆ ನಡೆಸಿ ಸಮಸ್ಯೆ ಬಗೆಹರಿಸಲಾಗುವುದು ಎಂದರು. ರೈತ ಮುಖಂಡರು ಮಾತನಾಡಿ, ಫಲವತ್ತಾದ ಕೃಷಿ ಭೂಮಿಯ ಮೇಲೆ ವಿದ್ಯುತ್ ಮಾರ್ಗ ಹಾದು ಹೋಗುತ್ತಿರುವುದರಿಂದ ರೈತರಿಗೆ ಅಪಾರ ನಷ್ಟವಾಗುತ್ತಿದೆ. ಮಾರುಕಟ್ಟೆ ದರಕ್ಕಿಂತ ಹೆಚ್ಚಿನ ಪರಿಹಾರ ನೀಡಬೇಕು. ಬೆಳೆ ನಷ್ಟಕ್ಕೂ ಪರಿಹಾರ ಒದಗಿಸಬೇಕು ಎಂದು ಒತ್ತಾಯಿಸಿದರು. ಸಭೆಯಲ್ಲಿ ಪವರ್ ಗ್ರಿಡ್ ಅಧಿಕಾರಿಗಳು, ಕಂದಾಯ ಇಲಾಖೆ ಅಧಿಕಾರಿಗಳು ಹಾಗೂ ರೈತ ಸಂಘದ ಪದಾಧಿಕಾರಿಗಳು ಉಪಸ್ಥಿತರಿದ್ದರು. ರೈತರ ಹಿತ ಕಾಯಲು ಜಿಲ್ಲಾಡಳಿತ ಬದ್ಧವಾಗಿದೆ. ಯಾವುದೇ ಕಾರಣಕ್ಕೂ ರೈತರಿಗೆ ಅನ್ಯಾಯವಾಗಲು ಬಿಡುವುದಿಲ್ಲ. ಕೇಂದ್ರ ಸರ್ಕಾರದ ಮಾರ್ಗಸೂಚಿ ಅನ್ವಯ ಪರಿಹಾರ ನಿಗದಿಪಡಿಸಲಾಗುವುದು ಎಂದು ಜಿಲ್ಲಾಧಿಕಾರಿ ತಿಳಿಸಿದರು. ಹಾರೋಹಳ್ಳಿ, ಕಡಕೊಳ ಸುತ್ತಮುತ್ತಲ ಗ್ರಾಮಗಳ ರೈತರು ಸಭೆಯಲ್ಲಿ ಪಾಲ್ಗೊಂಡಿದ್ದರು. — [716, 1059, 830, 1141]
print-dot-magenta — [792, 1306, 798, 1312]
bomb-body-1: ಮಂಗಳೂರು: ಮಂಗಳೂರಿನ ವಿಮಾನ ನಿಲ್ದಾಣದಲ್ಲಿ ಪತ್ತೆಯಾಗಿದ್ದು ಸಜೀವ ಬಾಂಬ್ ಅಲ್ಲ, ಅದು ಪಟಾಕಿ ಪುಡಿ ಎಂದು ಮಾಜಿ ಮುಖ್ಯಮಂತ್ರಿ ಹೆಚ್.ಡಿ.ಕುಮಾರಸ್ವಾಮಿ ವ್ಯಂಗ್ಯವಾಡಿದ್ದಾರೆ. ಮಂಗಳವಾರ ಸುದ್ದಿಗಾರರೊಂದಿಗೆ ಮಾತನಾಡಿದ ಅವರು, ಬಾಂಬ್ ಪತ್ತೆ ಪ್ರಕರಣವನ್ನು ಸರ್ಕಾರ ರಾಜಕೀಯವಾಗಿ ಬಳಸಿಕೊಳ್ಳುತ್ತಿದೆ. ಪೊಲೀಸ್ ಇಲಾಖೆಯ ವೈಫಲ್ಯವನ್ನು ಮುಚ್ಚಿಕೊಳ್ಳಲು ಇಂತಹ ನಾಟಕವಾಡಲಾಗುತ್ತಿದೆ ಎಂದು ಆರೋಪಿಸಿದರು. ಈ ಪ್ರಕರಣದ ಬಗ್ಗೆ ಸಮಗ್ರ ತನಿಖೆ ನಡೆಸಬೇಕು. ಸತ್ಯಾಂಶವನ್ನು ಜನರ ಮುಂದಿಡಬೇಕು ಎಂದು ಆಗ್ರಹಿಸಿದರು. ಬಾಂಬ್ ಇರಿಸಿದ ವ್ಯಕ್ತಿ ಯಾರು ಎಂಬುದನ್ನು ಪೊಲೀಸರು ಶೀಘ್ರವೇ ಪತ್ತೆ ಹಚ್ಚಬೇಕು. ಜನರಲ್ಲಿ ಭಯದ ವಾತಾವರಣ ಸೃಷ್ಟಿಸುವ ಯತ್ನ ನಡೆಯುತ್ತಿದೆ. ಸರ್ಕಾರ ಈ ಬಗ್ಗೆ ಸ್ಪಷ್ಟನೆ ನೀಡಬೇಕು ಎಂದರು. ಕೆಲ ದಿನಗಳ ಹಿಂದೆ ನಡೆದ ಗಲಭೆ ಪ್ರಕರಣದಲ್ಲೂ ಪೊಲೀಸರು ಅಮಾಯಕರ ಮೇಲೆ ಗುಂಡು ಹಾರಿಸಿದ್ದರು. ಆ ಪ್ರಕರಣದ ತನಿಖೆಯೂ ಪಾರದರ್ಶಕವಾಗಿ ನಡೆದಿಲ್ಲ ಎಂದು ಟೀಕಿಸಿದರು. ರಾಜ್ಯದಲ್ಲಿ ಕಾನೂನು ಸುವ್ಯವಸ್ಥೆ ಸಂಪೂರ್ಣ ಹದಗೆಟ್ಟಿದೆ. ಮುಖ್ಯಮಂತ್ರಿಗಳು ಈ ಬಗ್ಗೆ ಗಮನ ಹರಿಸಬೇಕು. ಜನರ ರಕ್ಷಣೆ ಸರ್ಕಾರದ ಜವಾಬ್ದಾರಿಯಾಗಿದೆ ಎಂದು ತಿಳಿಸಿದರು. — [324, 795, 408, 883]
hockey-body: ಮಡಿಕೇರಿ,ಜ.21- ಕೊಡಗಿನ ಅಂಕಿತಾ ಸುರೇಶ್ ಅವರು ಭಾರತೀಯ ಹಿರಿಯ ಮಹಿಳಾ ಹಾಕಿ ತಂಡದ ಅಸಿಸ್ಟೆಂಟ್ ಕೋಚ್ ಆಗಿ ಆಯ್ಕೆಯಾಗಿದ್ದಾರೆ. ಪ್ರಸ್ತುತ ಅವರು ತರಬೇತಿ ಶಿಬಿರದಲ್ಲಿದ್ದು, ಜನವರಿ 21ರವರೆಗೆ ನಡೆಯುತ್ತಿರುವ ಹಾಕಿ ಸರಣಿಯಲ್ಲಿ ಪಾಲ್ಗೊಂಡಿದ್ದಾರೆ. ಅಂಕಿತಾ ಸುರೇಶ್ ಅವರು ಈ ಹಿಂದೆ ಭಾರತ ತಂಡದ ನಾಯಕಿಯಾಗಿ ಸೇವೆ ಸಲ್ಲಿಸಿದ್ದರು. 2010ರ ಕಾಮನ್‌ವೆಲ್ತ್ ಕ್ರೀಡಾಕೂಟದಲ್ಲಿ ಪಾಲ್ಗೊಂಡಿದ್ದ ಅವರು, ಏಷ್ಯಾ ಕಪ್ ಹಾಗೂ ಇತರೆ ಅಂತರರಾಷ್ಟ್ರೀಯ ಟೂರ್ನಿಗಳಲ್ಲಿ ಭಾರತವನ್ನು ಪ್ರತಿನಿಧಿಸಿದ್ದರು. ಕೊಡಗಿನ ಕ್ರೀಡಾ ಪರಂಪರೆಗೆ ಇದು ಮತ್ತೊಂದು ಗರಿಮೆಯಾಗಿದ್ದು, ಜಿಲ್ಲೆಯ ಕ್ರೀಡಾಭಿಮಾನಿಗಳು ಅಂಕಿತಾ ಅವರಿಗೆ ಅಭಿನಂದನೆ ಸಲ್ಲಿಸಿದ್ದಾರೆ. ತಮ್ಮ ಅನುಭವವನ್ನು ಯುವ ಆಟಗಾರ್ತಿಯರಿಗೆ ಧಾರೆ ಎರೆಯುವುದಾಗಿ ಅವರು ತಿಳಿಸಿದ್ದಾರೆ. ಕೊಡಗು ಜಿಲ್ಲೆ ಹಾಕಿ ಕ್ರೀಡೆಯ ತವರೂರು ಎಂದೇ ಖ್ಯಾತಿ ಪಡೆದಿದ್ದು, ಇಲ್ಲಿಂದ ಅನೇಕ ಕ್ರೀಡಾಪಟುಗಳು ರಾಷ್ಟ್ರೀಯ ಹಾಗೂ ಅಂತರರಾಷ್ಟ್ರೀಯ ಮಟ್ಟದಲ್ಲಿ ಮಿಂಚಿದ್ದಾರೆ. ಅಂಕಿತಾ ಅವರ ಆಯ್ಕೆಯಿಂದ ಜಿಲ್ಲೆಯ ಯುವ ಕ್ರೀಡಾಪಟುಗಳಿಗೆ ಸ್ಫೂರ್ತಿ ಸಿಕ್ಕಂತಾಗಿದೆ ಎಂದು ಕೊಡಗು ಹಾಕಿ ಸಂಸ್ಥೆ ಪದಾಧಿಕಾರಿಗಳು ತಿಳಿಸಿದ್ದಾರೆ. ಮುಂಬರುವ ಒಲಿಂಪಿಕ್ಸ್ ಕ್ರೀಡಾಕೂಟದ ಸಿದ್ಧತೆಯಲ್ಲಿ ಅವರ ಪಾತ್ರ ಮಹತ್ವದ್ದಾಗಿದೆ. — [178, 625, 316, 683]
lok-adalat-body: ಮೈಸೂರು, ಜ.21(ಆರ್‌ಕೆ)- ಜಿಲ್ಲಾ ಕಾನೂನು ಸೇವೆಗಳ ಪ್ರಾಧಿಕಾರದ ವತಿಯಿಂದ ಮೈಸೂರು ನಗರ ಹಾಗೂ ತಾಲೂಕು ನ್ಯಾಯಾಲಯಗಳಲ್ಲಿ ಫೆಬ್ರವರಿ 8ರಂದು ರಾಷ್ಟ್ರೀಯ ಲೋಕ ಅದಾಲತ್ ಏರ್ಪಡಿಸಲಾಗಿದೆ. ಮೈಸೂರಿನ ನ್ಯಾಯಾಲಯದ ಸಭಾಂಗಣದಲ್ಲಿ ಇಂದು ನಡೆದ ಸುದ್ದಿಗೋಷ್ಠಿಯಲ್ಲಿ ಈ ವಿಷಯ ತಿಳಿಸಿದ ಜಿಲ್ಲಾ ಕಾನೂನು ಸೇವೆಗಳ ಪ್ರಾಧಿಕಾರದ ಅಧ್ಯಕ್ಷರೂ ಆದ ಪ್ರಧಾನ ಜಿಲ್ಲಾ ಹಾಗೂ ಸತ್ರ ನ್ಯಾಯಾಧೀಶ ಎಸ್.ಕೆ.ಒಂಟಿಗೋಡಿ ಅವರು, ಫೆಬ್ರವರಿ 8ರಂದು ನಡೆಯಲಿರುವ ಅದಾಲತ್‌ನಲ್ಲಿ ಎಲ್ಲಾ ಬಗೆಯ ಸಿವಿಲ್ ಪ್ರಕರಣಗಳು, ಸಿವಿಲ್ ಕೇಸುಗಳು, ಅಪಘಾತ ಪರಿಹಾರ ಪ್ರಕರಣಗಳು, ಚೆಕ್ ಬೌನ್ಸ್ ಪ್ರಕರಣಗಳು, ವೈವಾಹಿಕ ಪ್ರಕರಣಗಳು, ಬ್ಯಾಂಕ್ ಸಾಲ ವಸೂಲಾತಿ ಪ್ರಕರಣಗಳನ್ನು ರಾಜೀ ಸಂಧಾನದ ಮೂಲಕ ಇತ್ಯರ್ಥಪಡಿಸಿಕೊಳ್ಳಬಹುದಾಗಿದೆ ಎಂದು ತಿಳಿಸಿದರು. ಇದುವರೆಗೂ ನಡೆದ ಲೋಕ ಅದಾಲತ್‌ಗಳಲ್ಲಿ ಸಾವಿರಾರು ಪ್ರಕರಣಗಳು ಇತ್ಯರ್ಥಗೊಂಡಿದ್ದು, ಕಕ್ಷಿದಾರರು ಈ ಅವಕಾಶದ ಸದುಪಯೋಗ ಪಡೆದುಕೊಳ್ಳಬೇಕು ಎಂದು ಮನವಿ ಮಾಡಿದರು. ಕಳೆದ ಸೆಪ್ಟೆಂಬರ್ 14ರಂದು ನಡೆದ ಅದಾಲತ್‌ನಲ್ಲಿ 12,000 ಕ್ಕೂ ಹೆಚ್ಚು ಪ್ರಕರಣಗಳು ರಾಜೀ ಸಂಧಾನದ ಮೂಲಕ ಇತ್ಯರ್ಥಗೊಂಡಿದ್ದು, ಕಕ್ಷಿದಾರರಿಗೆ ಕೋಟ್ಯಂತರ ರೂ. ಪರಿಹಾರ ದೊರಕಿದೆ. ಸಣ್ಣ ಪುಟ್ಟ ವ್ಯಾಜ್ಯಗಳನ್ನು ನ್ಯಾಯಾಲಯದ ಹೊರಗೆ ಸೌಹಾರ್ದಯುತವಾಗಿ ಬಗೆಹರಿಸಿಕೊಳ್ಳಲು ಅದಾಲತ್ ಉತ್ತಮ ವೇದಿಕೆಯಾಗಿದೆ ಎಂದು ಅಭಿಪ್ರಾಯಪಟ್ಟರು. — [118, 275, 316, 321]
power-grid-body-2: ಮೈಸೂರು,ಜ.21(ಎಸ್‌ಬಿಡಿ)- ಪ್ರಸ್ತುತ ಪವರ್ ಗ್ರಿಡ್ ಮಾರ್ಗವನ್ನು ಬದಲಿಸಲು ಸಾಧ್ಯವೇ ಇಲ್ಲ ಎಂದು ಜಿಲ್ಲಾಧಿಕಾರಿ ಅಭಿರಾಂ ಜಿ.ಶಂಕರ್ ರೈತರಿಗೆ ಸ್ಪಷ್ಟಪಡಿಸಿದರು. ಜಿಲ್ಲಾಧಿಕಾರಿಗಳ ಕಚೇರಿ ಸಭಾಂಗಣದಲ್ಲಿ ಮಂಗಳವಾರ ರೈತ ಮುಖಂಡರೊಂದಿಗೆ ನಡೆದ ಸಭೆಯಲ್ಲಿ ಮಾತನಾಡಿದ ಅವರು, ರಾಷ್ಟ್ರೀಯ ಮಹತ್ವದ ಯೋಜನೆಯಾಗಿರುವ ಪವರ್ ಗ್ರಿಡ್ ಮಾರ್ಗದ ಕಾಮಗಾರಿ ಈಗಾಗಲೇ ಬಹುತೇಕ ಪೂರ್ಣಗೊಂಡಿದೆ. ಈ ಹಂತದಲ್ಲಿ ಮಾರ್ಗ ಬದಲಾವಣೆ ಅಸಾಧ್ಯ. ಆದರೆ ರೈತರಿಗೆ ಸೂಕ್ತ ಪರಿಹಾರ ನೀಡಲು ಕ್ರಮ ಕೈಗೊಳ್ಳಲಾಗುವುದು ಎಂದು ಭರವಸೆ ನೀಡಿದರು. ಜ.24ರವರೆಗೆ ಕಾಮಗಾರಿ ಸ್ಥಗಿತಗೊಳಿಸಲಾಗುವುದು. ಅಷ್ಟರೊಳಗೆ ರೈತರೊಂದಿಗೆ ಮತ್ತೊಮ್ಮೆ ಸಭೆ ನಡೆಸಿ ಸಮಸ್ಯೆ ಬಗೆಹರಿಸಲಾಗುವುದು ಎಂದರು. ರೈತ ಮುಖಂಡರು ಮಾತನಾಡಿ, ಫಲವತ್ತಾದ ಕೃಷಿ ಭೂಮಿಯ ಮೇಲೆ ವಿದ್ಯುತ್ ಮಾರ್ಗ ಹಾದು ಹೋಗುತ್ತಿರುವುದರಿಂದ ರೈತರಿಗೆ ಅಪಾರ ನಷ್ಟವಾಗುತ್ತಿದೆ. ಮಾರುಕಟ್ಟೆ ದರಕ್ಕಿಂತ ಹೆಚ್ಚಿನ ಪರಿಹಾರ ನೀಡಬೇಕು. ಬೆಳೆ ನಷ್ಟಕ್ಕೂ ಪರಿಹಾರ ಒದಗಿಸಬೇಕು ಎಂದು ಒತ್ತಾಯಿಸಿದರು. ಸಭೆಯಲ್ಲಿ ಪವರ್ ಗ್ರಿಡ್ ಅಧಿಕಾರಿಗಳು, ಕಂದಾಯ ಇಲಾಖೆ ಅಧಿಕಾರಿಗಳು ಹಾಗೂ ರೈತ ಸಂಘದ ಪದಾಧಿಕಾರಿಗಳು ಉಪಸ್ಥಿತರಿದ್ದರು. ರೈತರ ಹಿತ ಕಾಯಲು ಜಿಲ್ಲಾಡಳಿತ ಬದ್ಧವಾಗಿದೆ. ಯಾವುದೇ ಕಾರಣಕ್ಕೂ ರೈತರಿಗೆ ಅನ್ಯಾಯವಾಗಲು ಬಿಡುವುದಿಲ್ಲ. ಕೇಂದ್ರ ಸರ್ಕಾರದ ಮಾರ್ಗಸೂಚಿ ಅನ್ವಯ ಪರಿಹಾರ ನಿಗದಿಪಡಿಸಲಾಗುವುದು ಎಂದು ಜಿಲ್ಲಾಧಿಕಾರಿ ತಿಳಿಸಿದರು. ಹಾರೋಹಳ್ಳಿ, ಕಡಕೊಳ ಸುತ್ತಮುತ್ತಲ ಗ್ರಾಮಗಳ ರೈತರು ಸಭೆಯಲ್ಲಿ ಪಾಲ್ಗೊಂಡಿದ್ದರು. — [410, 1161, 502, 1267]
skating-body: ಮೈಸೂರು, ಜ.21- ಇಲಾಖೆಯ ಸಹಯೋಗದೊಂದಿಗೆ ನಡೆದ ರಾಜ್ಯ ಮಟ್ಟದ ಸ್ಪರ್ಧೆಯಲ್ಲಿ ಮೈಸೂರಿನ ವಿದ್ಯಾರ್ಥಿಗಳು ಉತ್ತಮ ಸಾಧನೆ ಮಾಡಿದ್ದಾರೆ. ಹಲವು ವಿಭಾಗಗಳಲ್ಲಿ ಪ್ರಶಸ್ತಿ ಪಡೆದ ವಿದ್ಯಾರ್ಥಿಗಳನ್ನು ಶಾಲಾ ಆಡಳಿತ ಮಂಡಳಿ ಅಭಿನಂದಿಸಿದೆ. — [596, 871, 830, 881]
print-dot-cyan — [125, 1306, 131, 1312]
skating-story — [596, 854, 830, 914]
power-grid-story — [324, 996, 830, 1286]
trust-body: ಮೈಸೂರು, ಜ.21- ಮಹಾನ್ ಟ್ರಸ್ಟ್‌ನ 2020ನೇ ಸಾಲಿನ ನೂತನ ಪದಾಧಿಕಾರಿಗಳನ್ನು ಆಯ್ಕೆ ಮಾಡಲಾಗಿದೆ. ಅಧ್ಯಕ್ಷರಾಗಿ, ಉಪಾಧ್ಯಕ್ಷರಾಗಿ, ಕಾರ್ಯದರ್ಶಿಯಾಗಿ ಹಾಗೂ ಖಜಾಂಚಿಯಾಗಿ ಹಿರಿಯ ಸದಸ್ಯರು ಆಯ್ಕೆಯಾಗಿದ್ದಾರೆ ಎಂದು ಪ್ರಕಟಣೆ ತಿಳಿಸಿದೆ. — [596, 935, 830, 945]
power-grid-subhead: ●ರೈತರಿಗೆ ಮೈಸೂರು ಜಿಲ್ಲಾಧಿಕಾರಿ ಅಭಿರಾಂ ಜಿ.ಶಂಕರ್ ಸ್ಪಷ್ಟನೆ ●ಜ.24ರವರೆಗೆ ಕಾಮಗಾರಿ ನಿಲ್ಲಿಸಲು ರೈತರಿಗೆ ಭರವಸೆ — [324, 1030, 830, 1042]
power-grid-body-3: ಮೈಸೂರು,ಜ.21(ಎಸ್‌ಬಿಡಿ)- ಪ್ರಸ್ತುತ ಪವರ್ ಗ್ರಿಡ್ ಮಾರ್ಗವನ್ನು ಬದಲಿಸಲು ಸಾಧ್ಯವೇ ಇಲ್ಲ ಎಂದು ಜಿಲ್ಲಾಧಿಕಾರಿ ಅಭಿರಾಂ ಜಿ.ಶಂಕರ್ ರೈತರಿಗೆ ಸ್ಪಷ್ಟಪಡಿಸಿದರು. ಜಿಲ್ಲಾಧಿಕಾರಿಗಳ ಕಚೇರಿ ಸಭಾಂಗಣದಲ್ಲಿ ಮಂಗಳವಾರ ರೈತ ಮುಖಂಡರೊಂದಿಗೆ ನಡೆದ ಸಭೆಯಲ್ಲಿ ಮಾತನಾಡಿದ ಅವರು, ರಾಷ್ಟ್ರೀಯ ಮಹತ್ವದ ಯೋಜನೆಯಾಗಿರುವ ಪವರ್ ಗ್ರಿಡ್ ಮಾರ್ಗದ ಕಾಮಗಾರಿ ಈಗಾಗಲೇ ಬಹುತೇಕ ಪೂರ್ಣಗೊಂಡಿದೆ. ಈ ಹಂತದಲ್ಲಿ ಮಾರ್ಗ ಬದಲಾವಣೆ ಅಸಾಧ್ಯ. ಆದರೆ ರೈತರಿಗೆ ಸೂಕ್ತ ಪರಿಹಾರ ನೀಡಲು ಕ್ರಮ ಕೈಗೊಳ್ಳಲಾಗುವುದು ಎಂದು ಭರವಸೆ ನೀಡಿದರು. ಜ.24ರವರೆಗೆ ಕಾಮಗಾರಿ ಸ್ಥಗಿತಗೊಳಿಸಲಾಗುವುದು. ಅಷ್ಟರೊಳಗೆ ರೈತರೊಂದಿಗೆ ಮತ್ತೊಮ್ಮೆ ಸಭೆ ನಡೆಸಿ ಸಮಸ್ಯೆ ಬಗೆಹರಿಸಲಾಗುವುದು ಎಂದರು. ರೈತ ಮುಖಂಡರು ಮಾತನಾಡಿ, ಫಲವತ್ತಾದ ಕೃಷಿ ಭೂಮಿಯ ಮೇಲೆ ವಿದ್ಯುತ್ ಮಾರ್ಗ ಹಾದು ಹೋಗುತ್ತಿರುವುದರಿಂದ ರೈತರಿಗೆ ಅಪಾರ ನಷ್ಟವಾಗುತ್ತಿದೆ. ಮಾರುಕಟ್ಟೆ ದರಕ್ಕಿಂತ ಹೆಚ್ಚಿನ ಪರಿಹಾರ ನೀಡಬೇಕು. ಬೆಳೆ ನಷ್ಟಕ್ಕೂ ಪರಿಹಾರ ಒದಗಿಸಬೇಕು ಎಂದು ಒತ್ತಾಯಿಸಿದರು. ಸಭೆಯಲ್ಲಿ ಪವರ್ ಗ್ರಿಡ್ ಅಧಿಕಾರಿಗಳು, ಕಂದಾಯ ಇಲಾಖೆ ಅಧಿಕಾರಿಗಳು ಹಾಗೂ ರೈತ ಸಂಘದ ಪದಾಧಿಕಾರಿಗಳು ಉಪಸ್ಥಿತರಿದ್ದರು. ರೈತರ ಹಿತ ಕಾಯಲು ಜಿಲ್ಲಾಡಳಿತ ಬದ್ಧವಾಗಿದೆ. ಯಾವುದೇ ಕಾರಣಕ್ಕೂ ರೈತರಿಗೆ ಅನ್ಯಾಯವಾಗಲು ಬಿಡುವುದಿಲ್ಲ. ಕೇಂದ್ರ ಸರ್ಕಾರದ ಮಾರ್ಗಸೂಚಿ ಅನ್ವಯ ಪರಿಹಾರ ನಿಗದಿಪಡಿಸಲಾಗುವುದು ಎಂದು ಜಿಲ್ಲಾಧಿಕಾರಿ ತಿಳಿಸಿದರು. ಹಾರೋಹಳ್ಳಿ, ಕಡಕೊಳ ಸುತ್ತಮುತ್ತಲ ಗ್ರಾಮಗಳ ರೈತರು ಸಭೆಯಲ್ಲಿ ಪಾಲ್ಗೊಂಡಿದ್ದರು. — [506, 1161, 598, 1267]
power-grid-body-4: ಮೈಸೂರು,ಜ.21(ಎಸ್‌ಬಿಡಿ)- ಪ್ರಸ್ತುತ ಪವರ್ ಗ್ರಿಡ್ ಮಾರ್ಗವನ್ನು ಬದಲಿಸಲು ಸಾಧ್ಯವೇ ಇಲ್ಲ ಎಂದು ಜಿಲ್ಲಾಧಿಕಾರಿ ಅಭಿರಾಂ ಜಿ.ಶಂಕರ್ ರೈತರಿಗೆ ಸ್ಪಷ್ಟಪಡಿಸಿದರು. ಜಿಲ್ಲಾಧಿಕಾರಿಗಳ ಕಚೇರಿ ಸಭಾಂಗಣದಲ್ಲಿ ಮಂಗಳವಾರ ರೈತ ಮುಖಂಡರೊಂದಿಗೆ ನಡೆದ ಸಭೆಯಲ್ಲಿ ಮಾತನಾಡಿದ ಅವರು, ರಾಷ್ಟ್ರೀಯ ಮಹತ್ವದ ಯೋಜನೆಯಾಗಿರುವ ಪವರ್ ಗ್ರಿಡ್ ಮಾರ್ಗದ ಕಾಮಗಾರಿ ಈಗಾಗಲೇ ಬಹುತೇಕ ಪೂರ್ಣಗೊಂಡಿದೆ. ಈ ಹಂತದಲ್ಲಿ ಮಾರ್ಗ ಬದಲಾವಣೆ ಅಸಾಧ್ಯ. ಆದರೆ ರೈತರಿಗೆ ಸೂಕ್ತ ಪರಿಹಾರ ನೀಡಲು ಕ್ರಮ ಕೈಗೊಳ್ಳಲಾಗುವುದು ಎಂದು ಭರವಸೆ ನೀಡಿದರು. ಜ.24ರವರೆಗೆ ಕಾಮಗಾರಿ ಸ್ಥಗಿತಗೊಳಿಸಲಾಗುವುದು. ಅಷ್ಟರೊಳಗೆ ರೈತರೊಂದಿಗೆ ಮತ್ತೊಮ್ಮೆ ಸಭೆ ನಡೆಸಿ ಸಮಸ್ಯೆ ಬಗೆಹರಿಸಲಾಗುವುದು ಎಂದರು. ರೈತ ಮುಖಂಡರು ಮಾತನಾಡಿ, ಫಲವತ್ತಾದ ಕೃಷಿ ಭೂಮಿಯ ಮೇಲೆ ವಿದ್ಯುತ್ ಮಾರ್ಗ ಹಾದು ಹೋಗುತ್ತಿರುವುದರಿಂದ ರೈತರಿಗೆ ಅಪಾರ ನಷ್ಟವಾಗುತ್ತಿದೆ. ಮಾರುಕಟ್ಟೆ ದರಕ್ಕಿಂತ ಹೆಚ್ಚಿನ ಪರಿಹಾರ ನೀಡಬೇಕು. ಬೆಳೆ ನಷ್ಟಕ್ಕೂ ಪರಿಹಾರ ಒದಗಿಸಬೇಕು ಎಂದು ಒತ್ತಾಯಿಸಿದರು. ಸಭೆಯಲ್ಲಿ ಪವರ್ ಗ್ರಿಡ್ ಅಧಿಕಾರಿಗಳು, ಕಂದಾಯ ಇಲಾಖೆ ಅಧಿಕಾರಿಗಳು ಹಾಗೂ ರೈತ ಸಂಘದ ಪದಾಧಿಕಾರಿಗಳು ಉಪಸ್ಥಿತರಿದ್ದರು. ರೈತರ ಹಿತ ಕಾಯಲು ಜಿಲ್ಲಾಡಳಿತ ಬದ್ಧವಾಗಿದೆ. ಯಾವುದೇ ಕಾರಣಕ್ಕೂ ರೈತರಿಗೆ ಅನ್ಯಾಯವಾಗಲು ಬಿಡುವುದಿಲ್ಲ. ಕೇಂದ್ರ ಸರ್ಕಾರದ ಮಾರ್ಗಸೂಚಿ ಅನ್ವಯ ಪರಿಹಾರ ನಿಗದಿಪಡಿಸಲಾಗುವುದು ಎಂದು ಜಿಲ್ಲಾಧಿಕಾರಿ ತಿಳಿಸಿದರು. ಹಾರೋಹಳ್ಳಿ, ಕಡಕೊಳ ಸುತ್ತಮುತ್ತಲ ಗ್ರಾಮಗಳ ರೈತರು ಸಭೆಯಲ್ಲಿ ಪಾಲ್ಗೊಂಡಿದ್ದರು. — [602, 1047, 712, 1135]
power-grid-inline-note: ಜ.24ರವರೆಗೆ ಕಾಮಗಾರಿ ನಿಲ್ಲಿಸಲು ರೈತರಿಗೆ ಭರವಸೆ — [716, 1046, 830, 1056]
kashmir-body: ಮೈಸೂರು, ಜ.21(ಆರ್‌ಕೆ)- 'ಫ್ರೀ ಕಾಶ್ಮೀರ' ಭಿತ್ತಿ ಪತ್ರ ಪ್ರದರ್ಶನ ಪ್ರಕರಣದ ಆರೋಪಿಗಳ ಪರ ಮೈಸೂರು ವಕೀಲರ ಸಂಘದ ಯಾವುದೇ ಸದಸ್ಯರು ವಕಾಲತು ವಹಿಸಬಾರದೆಂಬ ನಿರ್ಣಯದಲ್ಲಿ ಯಾವುದೇ ಬದಲಾವಣೆ ಇಲ್ಲ ಎಂದು ಸಂಘದ ಕಾರ್ಯದರ್ಶಿ ಬಿ.ಶಿವಣ್ಣ ಸ್ಪಷ್ಟಪಡಿಸಿದ್ದಾರೆ. ಈ ಸಂಬಂಧ ಸುದ್ದಿಗೋಷ್ಠಿಯಲ್ಲಿ ಮಾತನಾಡಿದ ಅವರು, ಸಂಘದ ಸರ್ವ ಸದಸ್ಯರ ಸಭೆಯಲ್ಲಿ ಕೈಗೊಂಡ ನಿರ್ಣಯಕ್ಕೆ ಎಲ್ಲರೂ ಬದ್ಧರಾಗಿರಬೇಕು. ಸಂಘದ ನಿರ್ಣಯವನ್ನು ಉಲ್ಲಂಘಿಸಿ ಆರೋಪಿಗಳ ಪರ ವಕಾಲತು ವಹಿಸಿದರೆ ಶಿಸ್ತು ಕ್ರಮ ಕೈಗೊಳ್ಳಲಾಗುವುದು ಎಂದು ಎಚ್ಚರಿಸಿದರು. ದೇಶದ ಸಾರ್ವಭೌಮತೆಗೆ ಧಕ್ಕೆ ತರುವ ಯಾವುದೇ ಚಟುವಟಿಕೆಯನ್ನು ಸಹಿಸಲಾಗದು. ಬೇರೆ ಊರುಗಳಿಂದ ಬಂದ ವಕೀಲರು ವಕಾಲತು ವಹಿಸಲು ಮುಂದಾದರೆ ಅದಕ್ಕೆ ನಮ್ಮ ಆಕ್ಷೇಪವಿಲ್ಲ. ಆದರೆ ಸಂಘದ ಸದಸ್ಯರು ಮಾತ್ರ ಈ ನಿರ್ಣಯಕ್ಕೆ ಬದ್ಧರಾಗಿರಬೇಕು. ಈಗಾಗಲೇ ಕೆಲವರು ವಕಾಲತು ವಹಿಸಲು ಮುಂದಾಗಿದ್ದು, ಅವರಿಗೆ ನೋಟೀಸ್ ನೀಡಲಾಗಿದೆ. ಅವರು ನೀಡುವ ಉತ್ತರ ಆಧರಿಸಿ ಮುಂದಿನ ಕ್ರಮ ಕೈಗೊಳ್ಳಲಾಗುವುದು. ಕಾನೂನು ಎಲ್ಲರಿಗೂ ಒಂದೇ ಆಗಿದ್ದು, ನ್ಯಾಯಾಲಯದ ತೀರ್ಪಿಗೆ ನಾವೆಲ್ಲರೂ ಗೌರವ ನೀಡುತ್ತೇವೆ ಎಂದು ತಿಳಿಸಿದರು. ಸಂಘದ ಅಧ್ಯಕ್ಷರು ಹಾಗೂ ಪದಾಧಿಕಾರಿಗಳು ಉಪಸ್ಥಿತರಿದ್ದರು. — [596, 611, 830, 645]
